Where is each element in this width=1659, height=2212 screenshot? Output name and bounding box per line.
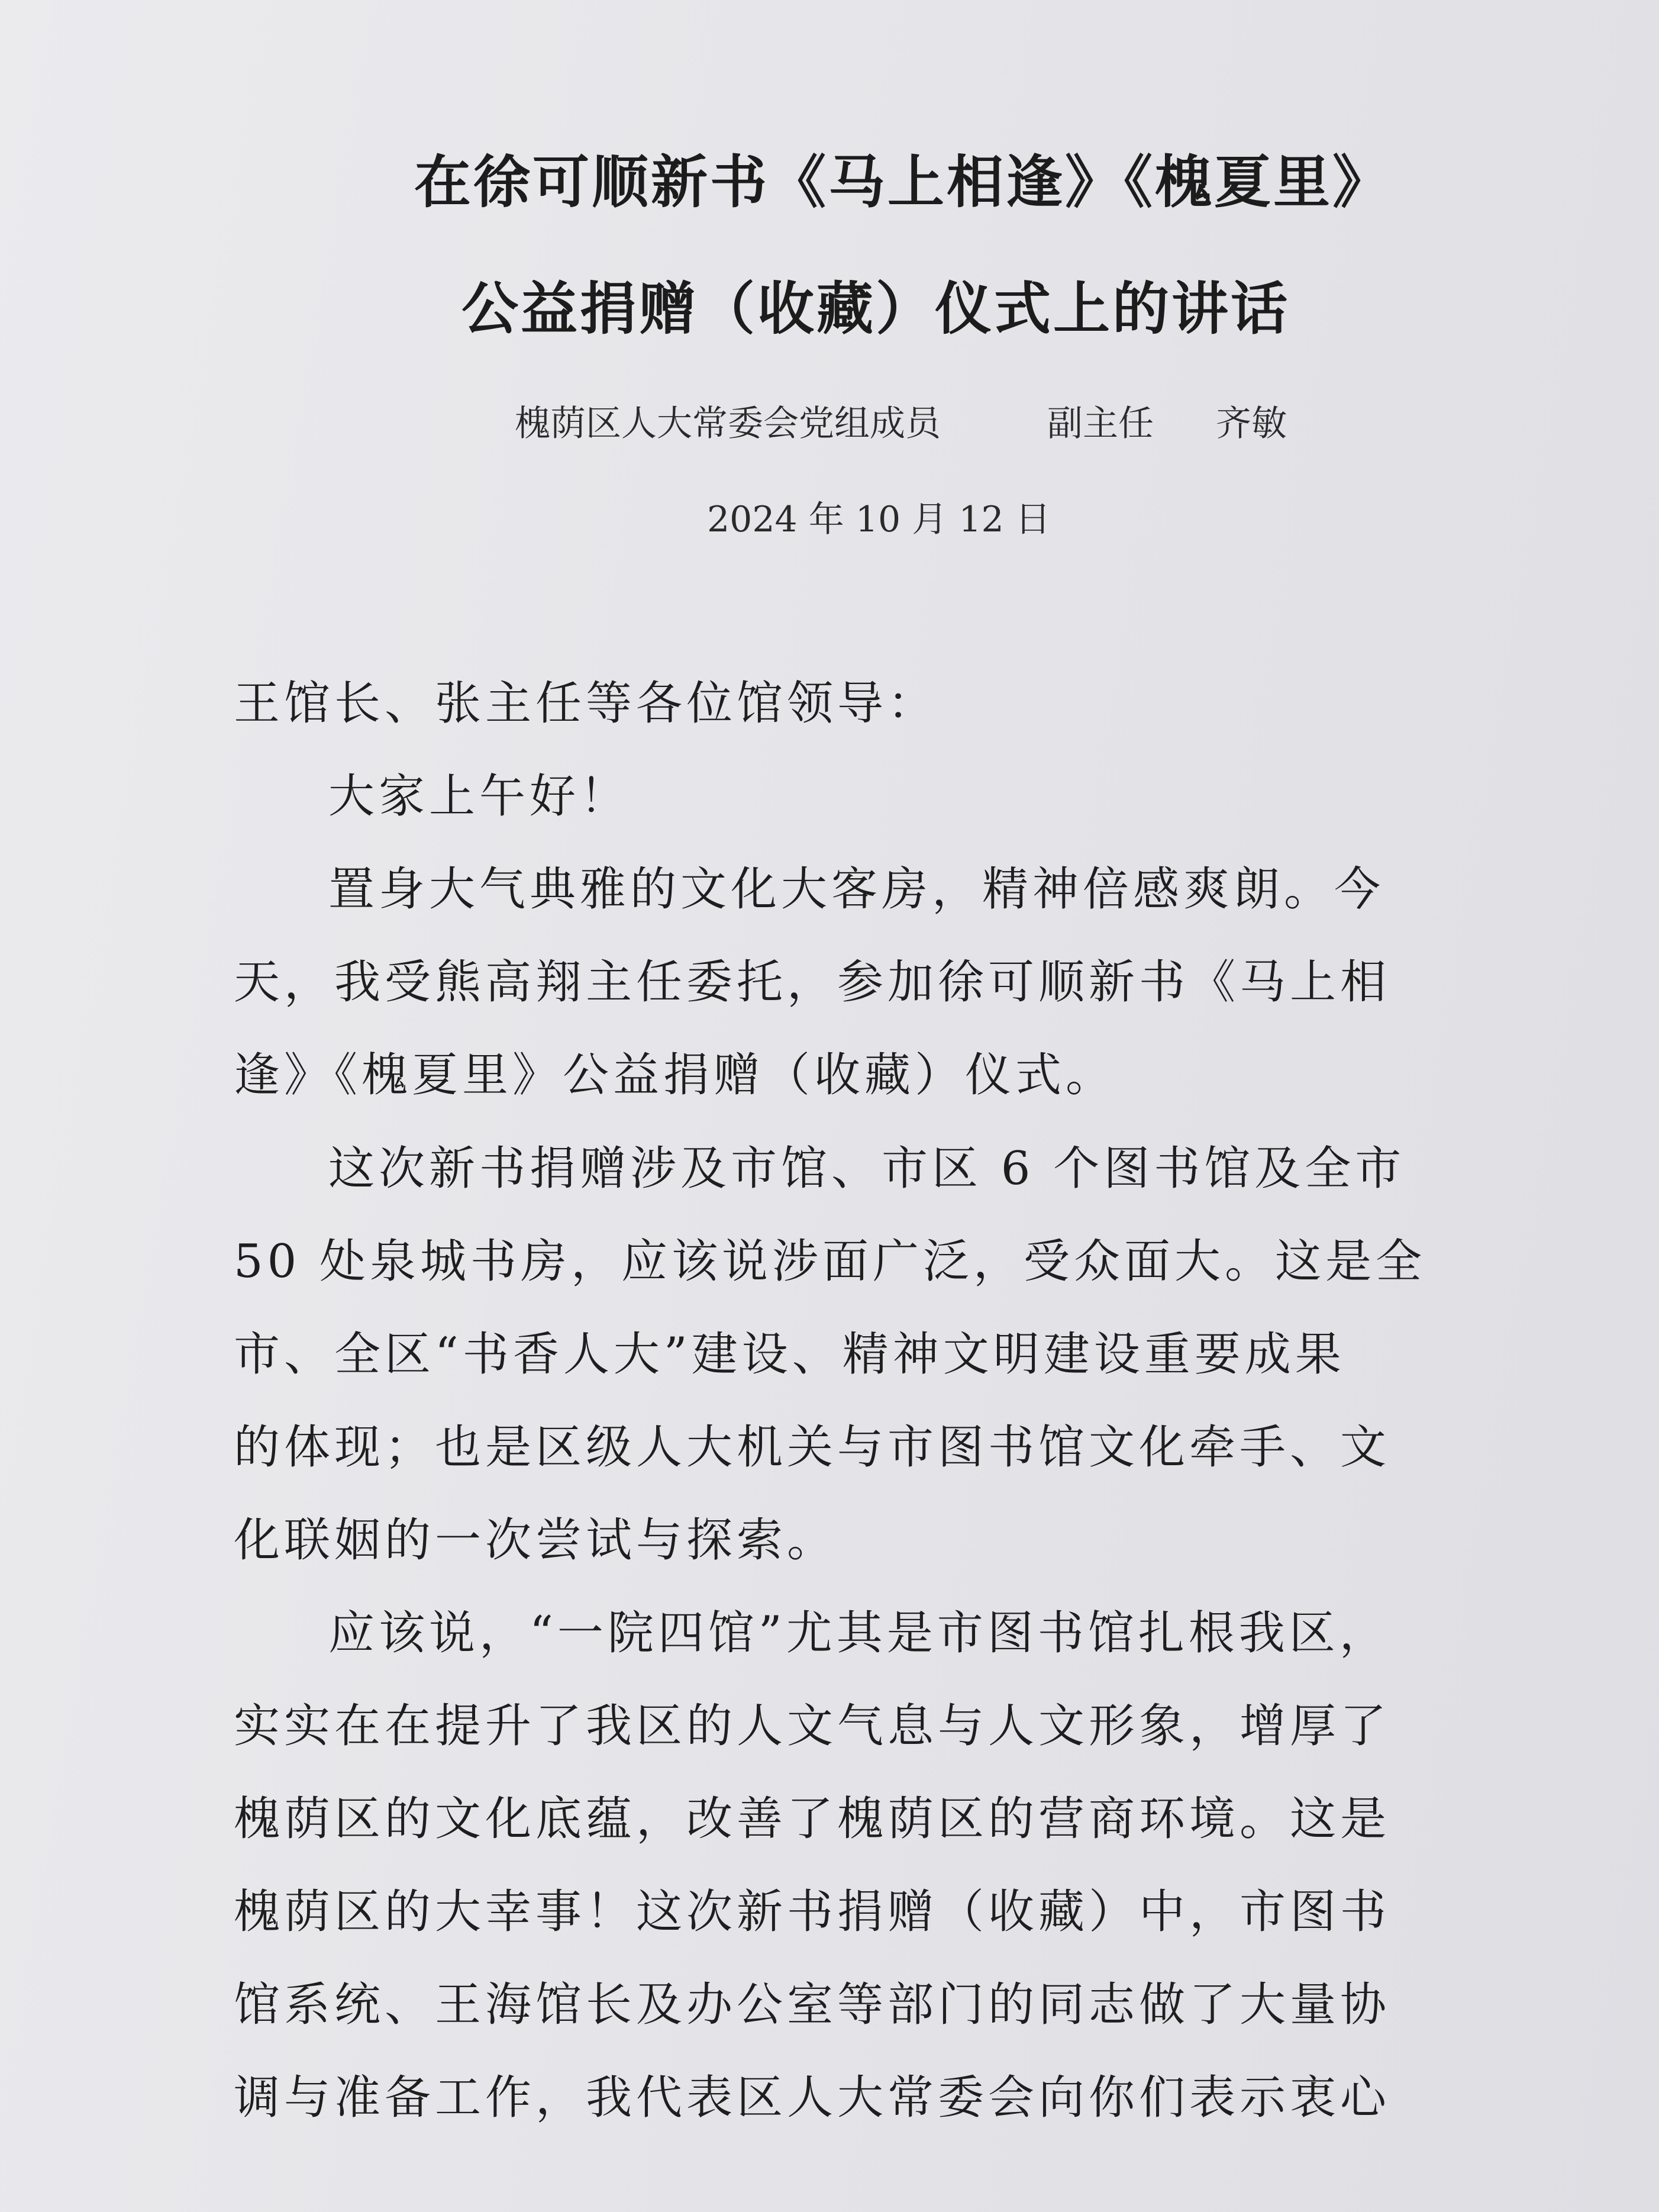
title-line-1: 在徐可顺新书《马上相逢》《槐夏里》: [414, 149, 1392, 215]
body-line: 化联姻的一次尝试与探索。: [234, 1514, 838, 1567]
salutation: 王馆长、张主任等各位馆领导：: [234, 677, 938, 730]
body-line: 天，我受熊高翔主任委托，参加徐可顺新书《马上相: [234, 956, 1391, 1009]
body-line: 应该说，“一院四馆”尤其是市图书馆扎根我区，: [328, 1607, 1390, 1660]
author-name: 齐敏: [1216, 403, 1287, 444]
body-line: 的体现；也是区级人大机关与市图书馆文化牵手、文: [234, 1421, 1391, 1474]
body-line: 逢》《槐夏里》公益捐赠（收藏）仪式。: [234, 1049, 1116, 1102]
body-line: 馆系统、王海馆长及办公室等部门的同志做了大量协: [234, 1978, 1391, 2032]
body-line: 实实在在提升了我区的人文气息与人文形象，增厚了: [234, 1700, 1391, 1753]
body-line: 置身大气典雅的文化大客房，精神倍感爽朗。今: [328, 863, 1385, 916]
body-line: 槐荫区的大幸事！这次新书捐赠（收藏）中，市图书: [234, 1885, 1391, 1939]
body-line: 这次新书捐赠涉及市馆、市区 6 个图书馆及全市: [328, 1142, 1406, 1195]
speech-date: 2024 年 10 月 12 日: [707, 499, 1051, 540]
author-position: 副主任: [1047, 403, 1154, 444]
title-line-2: 公益捐赠（收藏）仪式上的讲话: [461, 276, 1290, 342]
author-org: 槐荫区人大常委会党组成员: [515, 403, 941, 444]
body-line: 市、全区“书香人大”建设、精神文明建设重要成果: [234, 1328, 1345, 1381]
greeting: 大家上午好！: [328, 770, 631, 823]
body-line: 50 处泉城书房，应该说涉面广泛，受众面大。这是全: [234, 1235, 1426, 1288]
body-line: 调与准备工作，我代表区人大常委会向你们表示衷心: [234, 2071, 1391, 2124]
body-line: 槐荫区的文化底蕴，改善了槐荫区的营商环境。这是: [234, 1792, 1391, 1846]
